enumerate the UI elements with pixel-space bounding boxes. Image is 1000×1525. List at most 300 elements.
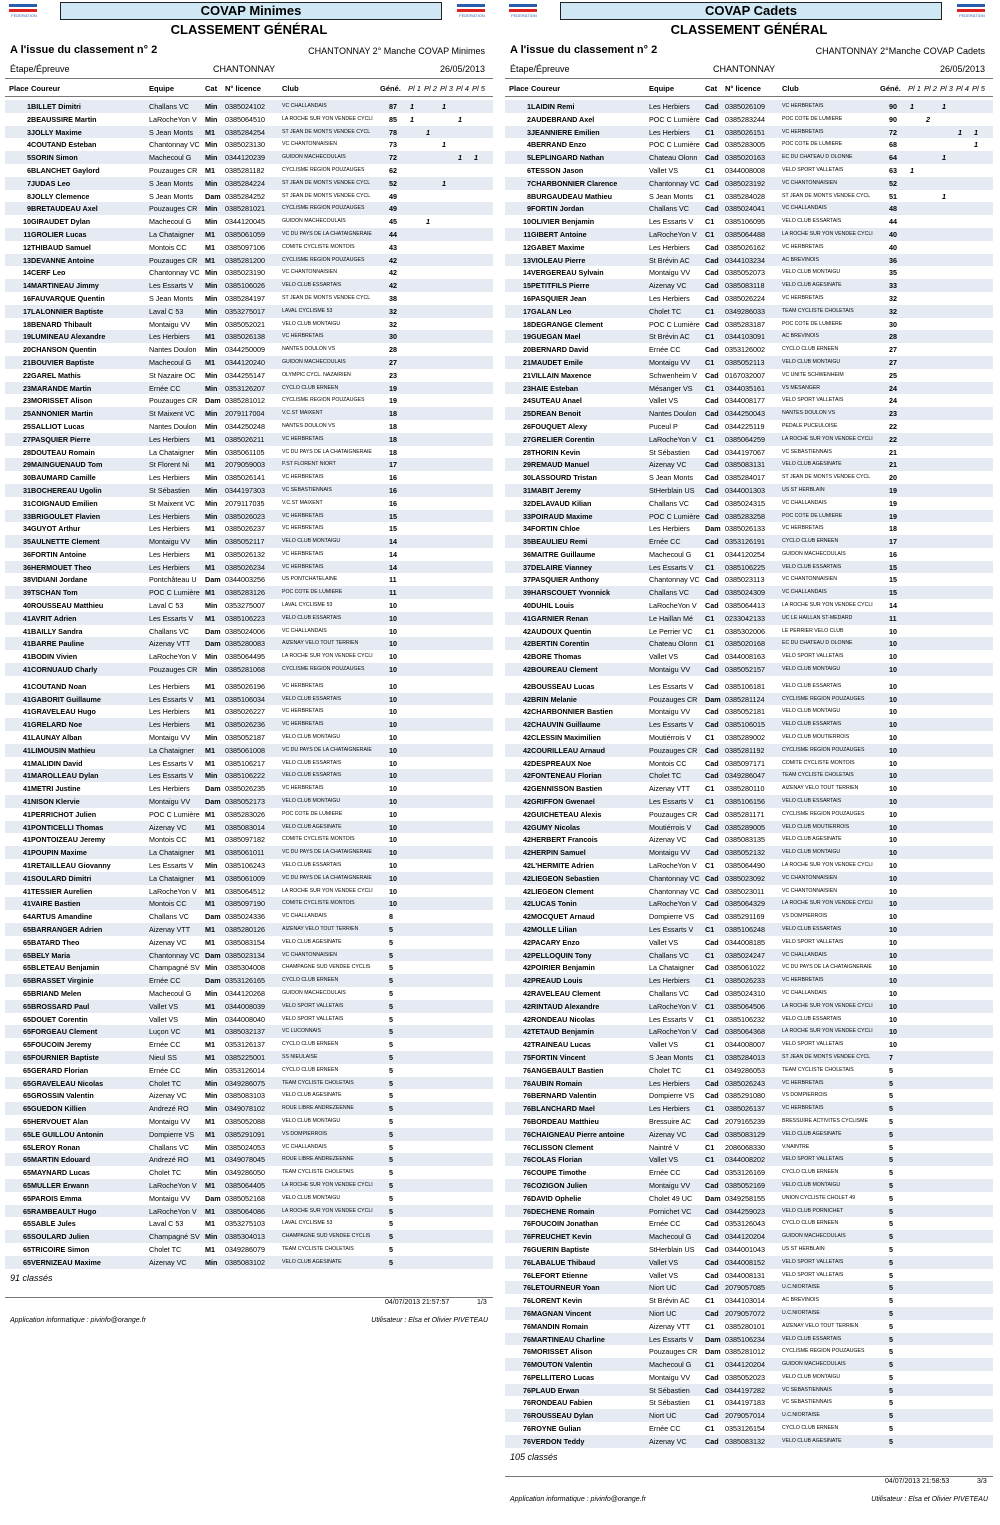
pl1: 1 bbox=[410, 114, 414, 124]
licence-number: 0385026141 bbox=[225, 473, 265, 483]
general-points: 10 bbox=[389, 784, 397, 794]
club-name: CHAMPAGNE SUD VENDEE CYCLIS bbox=[282, 1233, 371, 1240]
general-points: 10 bbox=[389, 626, 397, 636]
licence-number: 0344001303 bbox=[725, 485, 765, 495]
general-points: 5 bbox=[389, 1257, 393, 1267]
team: Les Essarts V bbox=[649, 681, 694, 691]
club-name: LA ROCHE SUR YON VENDEE CYCLI bbox=[782, 1028, 873, 1035]
table-row bbox=[505, 949, 993, 962]
category: Cad bbox=[705, 1308, 719, 1318]
rider-name: LAIDIN Remi bbox=[531, 102, 575, 111]
category: M1 bbox=[205, 720, 215, 730]
rider-name: FORGEAU Clement bbox=[31, 1027, 98, 1037]
licence-number: 0385280083 bbox=[225, 639, 265, 649]
club-name: BRESSUIRE ACTIVITES CYCLISME bbox=[782, 1117, 868, 1124]
rank: 76 bbox=[523, 1193, 531, 1203]
rank: 65 bbox=[23, 1244, 31, 1254]
category: Min bbox=[205, 665, 218, 675]
licence-number: 0385026234 bbox=[225, 562, 265, 572]
category: Cad bbox=[705, 873, 719, 883]
table-row bbox=[5, 138, 493, 151]
rank: 41 bbox=[23, 771, 31, 781]
club-name: VELO CLUB ESSARTAIS bbox=[782, 1335, 842, 1342]
table-row bbox=[5, 356, 493, 369]
category: Cad bbox=[705, 848, 719, 858]
rider-name: MARTINEAU Jimmy bbox=[31, 281, 99, 291]
licence-number: 0385083103 bbox=[225, 1091, 265, 1101]
rider-name: LETOURNEUR Yoan bbox=[531, 1283, 600, 1293]
rank: 35 bbox=[23, 537, 31, 547]
rank: 76 bbox=[523, 1219, 531, 1229]
rider-name: COUPE Timothe bbox=[531, 1168, 587, 1178]
rank: 21 bbox=[23, 357, 31, 367]
table-row bbox=[5, 177, 493, 190]
licence-number: 2079057014 bbox=[725, 1411, 765, 1421]
team: S Jean Monts bbox=[149, 127, 193, 137]
rider-name: CHANSON Quentin bbox=[31, 345, 97, 355]
team: LaRocheYon V bbox=[149, 1180, 197, 1190]
rider-name: FOUCOIN Jeremy bbox=[31, 1040, 92, 1050]
category: Dam bbox=[205, 1193, 221, 1203]
rider-name: BEAULIEU Remi bbox=[531, 537, 588, 547]
licence-number: 0353275017 bbox=[225, 306, 265, 316]
club-name: VC HERBRETAIS bbox=[282, 333, 324, 340]
general-points: 68 bbox=[889, 140, 897, 150]
team: Machecoul G bbox=[649, 549, 692, 559]
general-points: 10 bbox=[389, 758, 397, 768]
club-name: ROUE LIBRE ANDREZEENNE bbox=[282, 1105, 354, 1112]
rider-name: LALONNIER Baptiste bbox=[31, 306, 104, 316]
team: Vallet VS bbox=[649, 1270, 679, 1280]
rank: 40 bbox=[523, 601, 531, 611]
table-row bbox=[5, 151, 493, 164]
licence-number: 0385023092 bbox=[725, 873, 765, 883]
licence-number: 0385281068 bbox=[225, 665, 265, 675]
rank: 76 bbox=[523, 1129, 531, 1139]
general-points: 22 bbox=[889, 421, 897, 431]
team: Aizenay VTT bbox=[149, 639, 191, 649]
club-name: LAVAL CYCLISME 53 bbox=[282, 307, 333, 314]
licence-number: 2079057085 bbox=[725, 1283, 765, 1293]
team: Challans VC bbox=[149, 1142, 189, 1152]
general-points: 10 bbox=[389, 809, 397, 819]
general-points: 5 bbox=[889, 1347, 893, 1357]
table-row bbox=[505, 961, 993, 974]
category: Min bbox=[205, 421, 218, 431]
category: M1 bbox=[205, 1116, 215, 1126]
general-points: 10 bbox=[889, 745, 897, 755]
general-points: 18 bbox=[389, 409, 397, 419]
club-name: VELO CLUB MONTAIGU bbox=[282, 1194, 341, 1201]
licence-number: 0385052021 bbox=[225, 319, 265, 329]
general-points: 5 bbox=[389, 1104, 393, 1114]
rank: 42 bbox=[523, 873, 531, 883]
team: Challans VC bbox=[649, 950, 689, 960]
category: Cad bbox=[705, 396, 719, 406]
header-pl3: Pl 3 bbox=[440, 84, 453, 93]
general-points: 10 bbox=[389, 886, 397, 896]
licence-number: 0385280126 bbox=[225, 925, 265, 934]
header-pl1: Pl 1 bbox=[408, 84, 421, 93]
rider-name: BOUREAU Clement bbox=[531, 665, 598, 675]
general-points: 10 bbox=[889, 809, 897, 819]
team: Ernée CC bbox=[649, 537, 681, 547]
general-points: 24 bbox=[889, 383, 897, 393]
club-name: VELO CLUB MONTAIGU bbox=[282, 538, 341, 545]
table-row bbox=[5, 680, 493, 693]
category: C1 bbox=[705, 784, 715, 794]
club-name: VC CHALLANDAIS bbox=[782, 205, 827, 212]
table-row bbox=[5, 215, 493, 228]
licence-number: 0385291091 bbox=[225, 1129, 265, 1139]
licence-number: 0385106232 bbox=[725, 1014, 765, 1024]
category: Min bbox=[205, 1142, 218, 1152]
club-name: VELO CLUB MONTAIGU bbox=[282, 320, 341, 327]
rider-name: HERMOUET Theo bbox=[31, 562, 92, 572]
table-row bbox=[5, 705, 493, 718]
licence-number: 0385024247 bbox=[725, 950, 765, 960]
team: Les Herbiers bbox=[649, 1078, 690, 1088]
general-points: 10 bbox=[889, 771, 897, 781]
licence-number: 2079117004 bbox=[225, 409, 265, 419]
general-points: 10 bbox=[389, 771, 397, 781]
club-name: VELO CLUB AGESINATE bbox=[782, 1437, 842, 1444]
category: Min bbox=[205, 409, 218, 419]
rider-name: GAREL Mathis bbox=[31, 370, 81, 380]
rider-name: PASQUIER Jean bbox=[531, 293, 587, 303]
header-pl1: Pl 1 bbox=[908, 84, 921, 93]
rank: 41 bbox=[23, 694, 31, 704]
category: C1 bbox=[705, 613, 715, 623]
rank: 42 bbox=[523, 733, 531, 743]
club-name: TEAM CYCLISTE CHOLETAIS bbox=[282, 1245, 354, 1252]
category: Dam bbox=[705, 1347, 721, 1357]
rank: 41 bbox=[23, 899, 31, 909]
table-row bbox=[505, 522, 993, 535]
table-row bbox=[505, 923, 993, 936]
general-points: 19 bbox=[889, 498, 897, 508]
rider-name: MORISSET Alison bbox=[531, 1347, 593, 1357]
rider-name: BEAUSSIRE Martin bbox=[31, 114, 97, 124]
print-timestamp: 04/07/2013 21:57:57 bbox=[385, 1299, 450, 1306]
rank: 76 bbox=[523, 1155, 531, 1165]
rank: 75 bbox=[523, 1052, 531, 1062]
category: C1 bbox=[705, 306, 715, 316]
team: Ernée CC bbox=[649, 1424, 681, 1434]
team: St Brévin AC bbox=[649, 332, 690, 342]
table-row bbox=[5, 433, 493, 446]
table-row bbox=[5, 497, 493, 510]
licence-number: 0385283244 bbox=[725, 114, 765, 124]
rank: 41 bbox=[23, 886, 31, 896]
category: C1 bbox=[705, 1360, 715, 1370]
team: St Maixent VC bbox=[149, 498, 195, 508]
general-points: 5 bbox=[889, 1104, 893, 1114]
divider bbox=[505, 1476, 993, 1477]
table-row bbox=[505, 1000, 993, 1013]
rider-name: MAGNAN Vincent bbox=[531, 1308, 592, 1318]
table-row bbox=[505, 808, 993, 821]
rank: 30 bbox=[23, 473, 31, 483]
general-points: 5 bbox=[389, 1232, 393, 1242]
rank: 33 bbox=[523, 511, 531, 521]
team: Vallet VS bbox=[649, 1040, 679, 1050]
rider-name: BLETEAU Benjamin bbox=[31, 963, 100, 973]
licence-number: 0385097182 bbox=[225, 835, 265, 845]
rider-name: SALLIOT Lucas bbox=[31, 421, 85, 431]
rank: 21 bbox=[523, 357, 531, 367]
table-row bbox=[505, 177, 993, 190]
ranking-table bbox=[5, 100, 493, 1269]
licence-number: 0385024336 bbox=[225, 912, 265, 922]
category: Cad bbox=[705, 485, 719, 495]
rank: 13 bbox=[23, 255, 31, 265]
rider-name: MANDIN Romain bbox=[531, 1321, 589, 1331]
rank: 40 bbox=[23, 601, 31, 611]
rider-name: DREAN Benoit bbox=[531, 409, 581, 419]
club-name: VELO CLUB MONTAIGU bbox=[782, 1373, 841, 1380]
general-points: 49 bbox=[389, 204, 397, 214]
category: Min bbox=[205, 114, 218, 124]
table-row bbox=[5, 833, 493, 846]
licence-number: 0385106222 bbox=[225, 771, 265, 781]
team: Champagné SV bbox=[149, 963, 200, 973]
table-row bbox=[505, 1141, 993, 1154]
licence-number: 0385026132 bbox=[225, 549, 265, 559]
table-row bbox=[5, 510, 493, 523]
category: Dam bbox=[205, 575, 221, 585]
team: Chantonnay VC bbox=[149, 140, 200, 150]
licence-number: 0385064086 bbox=[225, 1206, 265, 1216]
general-points: 5 bbox=[889, 1193, 893, 1203]
rank: 65 bbox=[23, 1078, 31, 1088]
category: Cad bbox=[705, 937, 719, 947]
team: Chantonnay VC bbox=[649, 575, 700, 585]
licence-number: 0385024053 bbox=[225, 1142, 265, 1152]
category: C1 bbox=[705, 925, 715, 934]
licence-number: 0349078102 bbox=[225, 1104, 265, 1114]
general-points: 10 bbox=[389, 873, 397, 883]
category: M1 bbox=[205, 681, 215, 691]
category: Cad bbox=[705, 537, 719, 547]
team: Machecoul G bbox=[149, 357, 192, 367]
category: Min bbox=[205, 178, 218, 188]
general-points: 10 bbox=[889, 835, 897, 845]
rider-name: GUEDON Killien bbox=[31, 1104, 87, 1114]
club-name: CYCLISME REGION POUZAUGES bbox=[282, 397, 365, 404]
rank: 16 bbox=[523, 293, 531, 303]
category: C1 bbox=[705, 434, 715, 444]
category: Dam bbox=[205, 639, 221, 649]
category: Dam bbox=[205, 784, 221, 794]
team: LaRocheYon V bbox=[149, 114, 197, 124]
team: Montaigu VV bbox=[649, 707, 691, 717]
team: Aizenay VC bbox=[649, 835, 687, 845]
team: Les Essarts V bbox=[649, 1334, 694, 1344]
team: Montaigu VV bbox=[149, 1193, 191, 1203]
team: Chantonnay VC bbox=[649, 178, 700, 188]
category: Cad bbox=[705, 575, 719, 585]
table-row bbox=[505, 1166, 993, 1179]
club-name: VELO SPORT VALLETAIS bbox=[782, 1156, 844, 1163]
table-row bbox=[505, 1345, 993, 1358]
rank: 42 bbox=[523, 912, 531, 922]
category: C1 bbox=[705, 191, 715, 201]
rank: 42 bbox=[523, 1014, 531, 1024]
team: Machecoul G bbox=[149, 988, 192, 998]
rank: 42 bbox=[523, 758, 531, 768]
rank: 41 bbox=[23, 873, 31, 883]
table-row bbox=[5, 126, 493, 139]
table-row bbox=[505, 846, 993, 859]
general-points: 25 bbox=[889, 370, 897, 380]
team: Les Essarts V bbox=[649, 562, 694, 572]
general-points: 19 bbox=[889, 485, 897, 495]
team: Nantes Doulon bbox=[149, 421, 197, 431]
team: Les Essarts V bbox=[649, 1014, 694, 1024]
rider-name: PASQUIER Anthony bbox=[531, 575, 599, 585]
general-points: 10 bbox=[889, 1014, 897, 1024]
team: Les Herbiers bbox=[149, 720, 190, 730]
category: M1 bbox=[205, 1180, 215, 1190]
table-row bbox=[5, 846, 493, 859]
rank: 25 bbox=[523, 409, 531, 419]
club-name: VC HERBRETAIS bbox=[282, 563, 324, 570]
club-name: CYCLO CLUB ERNEEN bbox=[782, 1425, 839, 1432]
category: Cad bbox=[705, 899, 719, 909]
category: Min bbox=[205, 1065, 218, 1075]
category: Cad bbox=[705, 1206, 719, 1216]
general-points: 10 bbox=[889, 758, 897, 768]
rider-name: AUDEBRAND Axel bbox=[531, 114, 595, 124]
licence-number: 0385106225 bbox=[725, 562, 765, 572]
club-name: VELO CLUB ESSARTAIS bbox=[782, 1015, 842, 1022]
category: Dam bbox=[705, 524, 721, 534]
table-row bbox=[5, 100, 493, 113]
table-row bbox=[5, 1217, 493, 1230]
team: Les Essarts V bbox=[649, 217, 694, 227]
team: Vallet VS bbox=[649, 165, 679, 175]
club-name: CYCLO CLUB ERNEEN bbox=[282, 384, 339, 391]
general-points: 87 bbox=[389, 102, 397, 111]
table-row bbox=[505, 1077, 993, 1090]
category: M1 bbox=[205, 255, 215, 265]
rank: 14 bbox=[523, 268, 531, 278]
rank: 12 bbox=[523, 242, 531, 252]
licence-number: 0344008131 bbox=[725, 1270, 765, 1280]
licence-number: 0385061105 bbox=[225, 447, 265, 457]
sheet-subtitle: CLASSEMENT GÉNÉRAL bbox=[670, 22, 828, 37]
licence-number: 0385097171 bbox=[725, 758, 765, 768]
category: Min bbox=[205, 511, 218, 521]
club-name: VC DU PAYS DE LA CHATAIGNERAIE bbox=[282, 849, 372, 856]
team: Challans VC bbox=[649, 588, 689, 598]
pl5: 1 bbox=[974, 127, 978, 137]
licence-number: 0344120268 bbox=[225, 988, 265, 998]
team: St Sébastien bbox=[649, 1398, 690, 1408]
licence-number: 0385026224 bbox=[725, 293, 765, 303]
rider-name: FORTIN Chloe bbox=[531, 524, 580, 534]
team: Montaigu VV bbox=[149, 1116, 191, 1126]
pl2: 2 bbox=[926, 114, 930, 124]
team: Les Essarts V bbox=[149, 694, 194, 704]
general-points: 49 bbox=[389, 191, 397, 201]
club-name: U.C.NIORTAISE bbox=[782, 1284, 820, 1291]
licence-number: 0385083118 bbox=[725, 281, 765, 291]
header-general: Géné. bbox=[880, 84, 901, 93]
table-row bbox=[505, 718, 993, 731]
general-points: 45 bbox=[389, 217, 397, 227]
category: M1 bbox=[205, 835, 215, 845]
general-points: 18 bbox=[389, 421, 397, 431]
category: C1 bbox=[705, 1040, 715, 1050]
club-name: CYCLISME REGION POUZAUGES bbox=[782, 1348, 865, 1355]
general-points: 10 bbox=[389, 665, 397, 675]
table-row bbox=[5, 369, 493, 382]
club-name: VELO CLUB ESSARTAIS bbox=[782, 218, 842, 225]
general-points: 5 bbox=[889, 1398, 893, 1408]
category: Cad bbox=[705, 242, 719, 252]
club-name: VC CHANTONNAISIEN bbox=[282, 141, 337, 148]
category: Dam bbox=[205, 396, 221, 406]
club-name: VC HERBRETAIS bbox=[782, 1105, 824, 1112]
table-row bbox=[505, 757, 993, 770]
club-name: VELO CLUB MONTAIGU bbox=[782, 269, 841, 276]
rider-name: L'HERMITE Adrien bbox=[531, 861, 594, 871]
table-row bbox=[5, 663, 493, 676]
category: C1 bbox=[705, 1142, 715, 1152]
general-points: 10 bbox=[889, 822, 897, 832]
licence-number: 0344120239 bbox=[225, 153, 265, 163]
licence-number: 0385283026 bbox=[225, 809, 265, 819]
club-name: VELO CLUB MONTAIGU bbox=[782, 708, 841, 715]
team: Naintré V bbox=[649, 1142, 679, 1152]
general-points: 14 bbox=[889, 601, 897, 611]
category: Cad bbox=[705, 681, 719, 691]
table-header bbox=[5, 84, 493, 94]
licence-number: 0385026237 bbox=[225, 524, 265, 534]
team: Le Perrier VC bbox=[649, 626, 693, 636]
team: Chantonnay VC bbox=[649, 873, 700, 883]
rank: 25 bbox=[23, 409, 31, 419]
rider-name: PACARY Enzo bbox=[531, 937, 580, 947]
category: C1 bbox=[705, 229, 715, 239]
rank: 76 bbox=[523, 1206, 531, 1216]
club-name: COMITE CYCLISTE MONTOIS bbox=[282, 836, 355, 843]
table-row bbox=[505, 1064, 993, 1077]
category: M1 bbox=[205, 127, 215, 137]
category: M1 bbox=[205, 434, 215, 444]
club-name: COMITE CYCLISTE MONTOIS bbox=[282, 243, 355, 250]
category: Cad bbox=[705, 1116, 719, 1126]
category: C1 bbox=[705, 1014, 715, 1024]
rank: 42 bbox=[523, 861, 531, 871]
rider-name: BERRAND Enzo bbox=[531, 140, 587, 150]
rank: 76 bbox=[523, 1065, 531, 1075]
licence-number: 0385032137 bbox=[225, 1027, 265, 1037]
team: Aizenay VC bbox=[149, 937, 187, 947]
team: St Nazaire OC bbox=[149, 370, 196, 380]
category: Cad bbox=[705, 178, 719, 188]
category: Dam bbox=[705, 694, 721, 704]
club-name: VELO CLUB AGESINATE bbox=[782, 461, 842, 468]
club-name: VC HERBRETAIS bbox=[282, 435, 324, 442]
licence-number: 0385026137 bbox=[725, 1104, 765, 1114]
category: Cad bbox=[705, 1270, 719, 1280]
rank: 76 bbox=[523, 1142, 531, 1152]
divider bbox=[5, 1297, 493, 1298]
table-row bbox=[5, 693, 493, 706]
